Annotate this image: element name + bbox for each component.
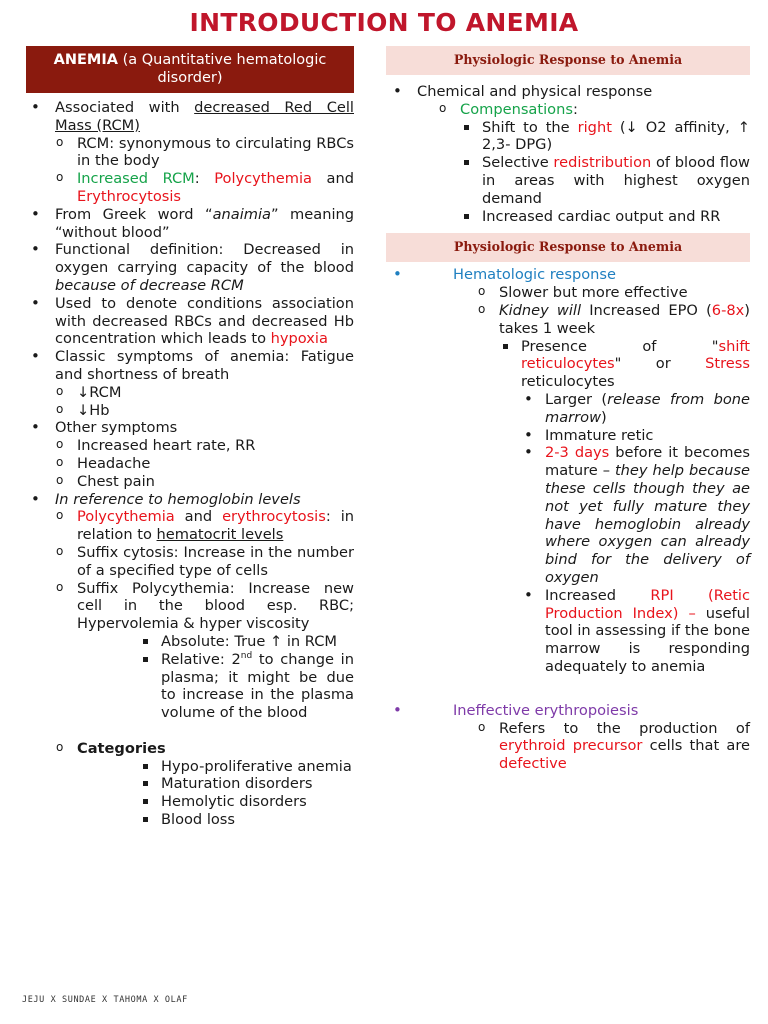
list-item: Shift to the right (↓ O2 affinity, ↑ 2,3- DPG) <box>460 119 750 155</box>
list-item: • Hematologic response o Slower but more effective o Kidney will Increased EPO (6-8x) takes 1 week Presence of "shift reticulocytes" or Stress reticulocytes • Larger (release from bone marrow) • Immature retic • 2-3 days before it becomes mature – they help because these cells though they ae not yet fully mature they have hemoglobin already where oxygen can already bind for the delivery of oxygen • Increased RPI (Retic Production Index) – useful tool in assessing if the bone marrow is responding adequately to anemia <box>386 266 750 675</box>
right-bullet-list-1 <box>386 83 750 225</box>
header-bold: ANEMIA <box>53 52 118 68</box>
list-item: • In reference to hemoglobin levels o Polycythemia and erythrocytosis: in relation to hematocrit levels o Suffix cytosis: Increase in the number of a specified type of cells o Suffix Polycythemia: Increase new cell in the blood esp. RBC; Hypervolemia & hyper viscosity Absolute: True ↑ in RCM Relative: 2nd to change in plasma; it might be due to increase in the plasma volume of the blood o Categories Hypo-proliferative anemia Maturation disorders Hemolytic disorders Blood loss <box>24 491 354 829</box>
list-item: o ↓RCM <box>54 384 354 402</box>
list-item: • Associated with decreased Red Cell Mass (RCM) o RCM: synonymous to circulating RBCs in the body o Increased RCM: Polycythemia and Erythrocytosis <box>24 99 354 206</box>
list-item: o Polycythemia and erythrocytosis: in relation to hematocrit levels <box>54 508 354 544</box>
list-item: Selective redistribution of blood flow in areas with highest oxygen demand <box>460 154 750 207</box>
list-item <box>54 740 354 829</box>
right-bullet-list-2 <box>423 266 750 773</box>
footer-credits: JEJU X SUNDAE X TAHOMA X OLAF <box>22 995 188 1005</box>
list-item: o Headache <box>54 455 354 473</box>
list-item: o Refers to the production of erythroid precursor cells that are defective <box>476 720 750 773</box>
list-item: o Chest pain <box>54 473 354 491</box>
left-section-header <box>26 46 354 93</box>
right-section-header-2: Physiologic Response to Anemia <box>386 233 750 262</box>
list-item: • From Greek word “anaimia” meaning “without blood” <box>24 206 354 242</box>
list-item: • 2-3 days before it becomes mature – they help because these cells though they ae not yet fully mature they have hemoglobin already where oxygen can already bind for the delivery of oxygen <box>521 444 750 586</box>
list-item: • Increased RPI (Retic Production Index) – useful tool in assessing if the bone marrow is responding adequately to anemia <box>521 587 750 676</box>
left-bullet-list <box>24 99 354 829</box>
list-item: • Immature retic <box>521 427 750 445</box>
list-item: Maturation disorders <box>139 775 354 793</box>
list-item: o RCM: synonymous to circulating RBCs in the body <box>54 135 354 171</box>
list-item: Hypo-proliferative anemia <box>139 758 354 776</box>
list-item: Hemolytic disorders <box>139 793 354 811</box>
list-item: • Other symptoms o Increased heart rate, RR o Headache o Chest pain <box>24 419 354 490</box>
left-column <box>24 46 354 829</box>
list-item: • Functional definition: Decreased in oxygen carrying capacity of the blood because of decrease RCM <box>24 241 354 294</box>
list-item: Blood loss <box>139 811 354 829</box>
list-item: • Used to denote conditions association with decreased RBCs and decreased Hb concentration which leads to hypoxia <box>24 295 354 348</box>
list-item: o Slower but more effective <box>476 284 750 302</box>
list-item: o Suffix Polycythemia: Increase new cell in the blood esp. RBC; Hypervolemia & hyper viscosity Absolute: True ↑ in RCM Relative: 2nd to change in plasma; it might be due to increase in the plasma volume of the blood <box>54 580 354 722</box>
categories-label: Categories <box>77 739 166 757</box>
list-item: Relative: 2nd to change in plasma; it might be due to increase in the plasma volume of the blood <box>139 651 354 722</box>
list-item: Increased cardiac output and RR <box>460 208 750 226</box>
header-rest: (a Quantitative hematologic disorder) <box>117 52 327 86</box>
list-item: • Larger (release from bone marrow) <box>521 391 750 427</box>
list-item: Presence of "shift reticulocytes" or Stress reticulocytes • Larger (release from bone marrow) • Immature retic • 2-3 days before it becomes mature – they help because these cells though they ae not yet fully mature they have hemoglobin already where oxygen can already bind for the delivery of oxygen • Increased RPI (Retic Production Index) – useful tool in assessing if the bone marrow is responding adequately to anemia <box>499 338 750 676</box>
list-item: o Kidney will Increased EPO (6-8x) takes 1 week Presence of "shift reticulocytes" or Stress reticulocytes • Larger (release from bone marrow) • Immature retic • 2-3 days before it becomes mature – they help because these cells though they ae not yet fully mature they have hemoglobin already where oxygen can already bind for the delivery of oxygen • Increased RPI (Retic Production Index) – useful tool in assessing if the bone marrow is responding adequately to anemia <box>476 302 750 676</box>
page-title: INTRODUCTION TO ANEMIA <box>189 8 579 37</box>
list-item: o ↓Hb <box>54 402 354 420</box>
list-item: o Compensations: Shift to the right (↓ O2 affinity, ↑ 2,3- DPG) Selective redistribution of blood flow in areas with highest oxygen demand Increased cardiac output and RR <box>437 101 750 226</box>
list-item: o Increased RCM: Polycythemia and Erythrocytosis <box>54 170 354 206</box>
right-section-header-1: Physiologic Response to Anemia <box>386 46 750 75</box>
list-item: Absolute: True ↑ in RCM <box>139 633 354 651</box>
list-item: o Suffix cytosis: Increase in the number of a specified type of cells <box>54 544 354 580</box>
right-column <box>386 46 750 773</box>
list-item: o Increased heart rate, RR <box>54 437 354 455</box>
list-item: • Chemical and physical response o Compensations: Shift to the right (↓ O2 affinity, ↑ 2,3- DPG) Selective redistribution of blood flow in areas with highest oxygen demand Increased cardiac output and RR <box>386 83 750 225</box>
list-item: • Classic symptoms of anemia: Fatigue and shortness of breath o ↓RCM o ↓Hb <box>24 348 354 419</box>
list-item: • Ineffective erythropoiesis o Refers to the production of erythroid precursor cells that are defective <box>386 702 750 773</box>
